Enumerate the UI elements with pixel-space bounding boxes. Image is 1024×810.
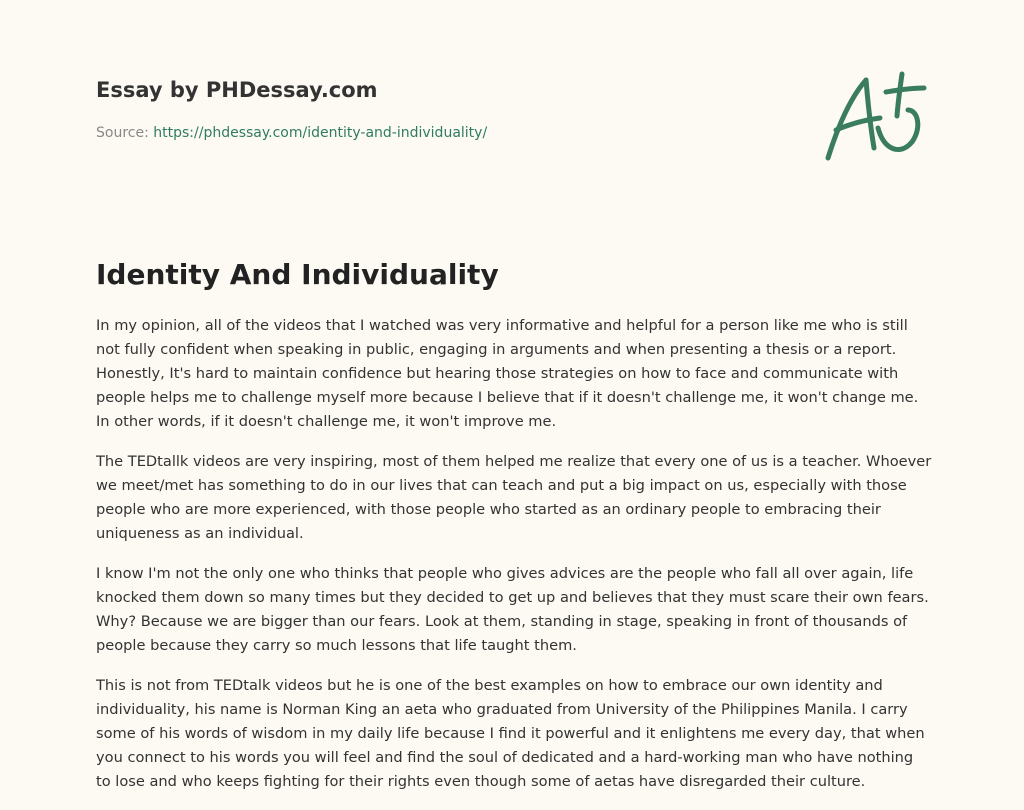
source-link[interactable]: https://phdessay.com/identity-and-individuality/: [153, 125, 488, 141]
source-line: [96, 123, 796, 143]
essay-body: [96, 314, 932, 810]
essay-paragraph: This is not from TEDtalk videos but he is one of the best examples on how to embrace our own identity and individuality, his name is Norman King an aeta who graduated from University of the Philippines Manila. I carry some of his words of wisdom in my daily life because I find it powerful and it enlightens me every day, that when you connect to his words you will feel and find the soul of dedicated and a hard-working man who have nothing to lose and who keeps fighting for their rights even though some of aetas have disregarded their culture.: [96, 677, 925, 790]
essay-paragraph: The TEDtallk videos are very inspiring, most of them helped me realize that every one of us is a teacher. Whoever we meet/met has something to do in our lives that can teach and put a big impact on us, especially with those people who are more experienced, with those people who started as an ordinary people to embracing their uniqueness as an individual.: [96, 453, 932, 542]
essay-title: Identity And Individuality: [96, 258, 499, 291]
source-label: Source:: [96, 125, 154, 141]
a-plus-grade-icon: [818, 66, 930, 166]
essay-paragraph: In my opinion, all of the videos that I watched was very informative and helpful for a person like me who is still not fully confident when speaking in public, engaging in arguments and when presenting a thesis or a report. Honestly, It's hard to maintain confidence but hearing those strategies on how to face and communicate with people helps me to challenge myself more because I believe that if it doesn't challenge me, it won't change me. In other words, if it doesn't challenge me, it won't improve me.: [96, 317, 919, 430]
page-header: [96, 74, 796, 143]
site-title: Essay by PHDessay.com: [96, 78, 378, 102]
essay-paragraph: I know I'm not the only one who thinks that people who gives advices are the people who fall all over again, life knocked them down so many times but they decided to get up and believes that they must scare their own fears. Why? Because we are bigger than our fears. Look at them, standing in stage, speaking in front of thousands of people because they carry so much lessons that life taught them.: [96, 565, 929, 654]
